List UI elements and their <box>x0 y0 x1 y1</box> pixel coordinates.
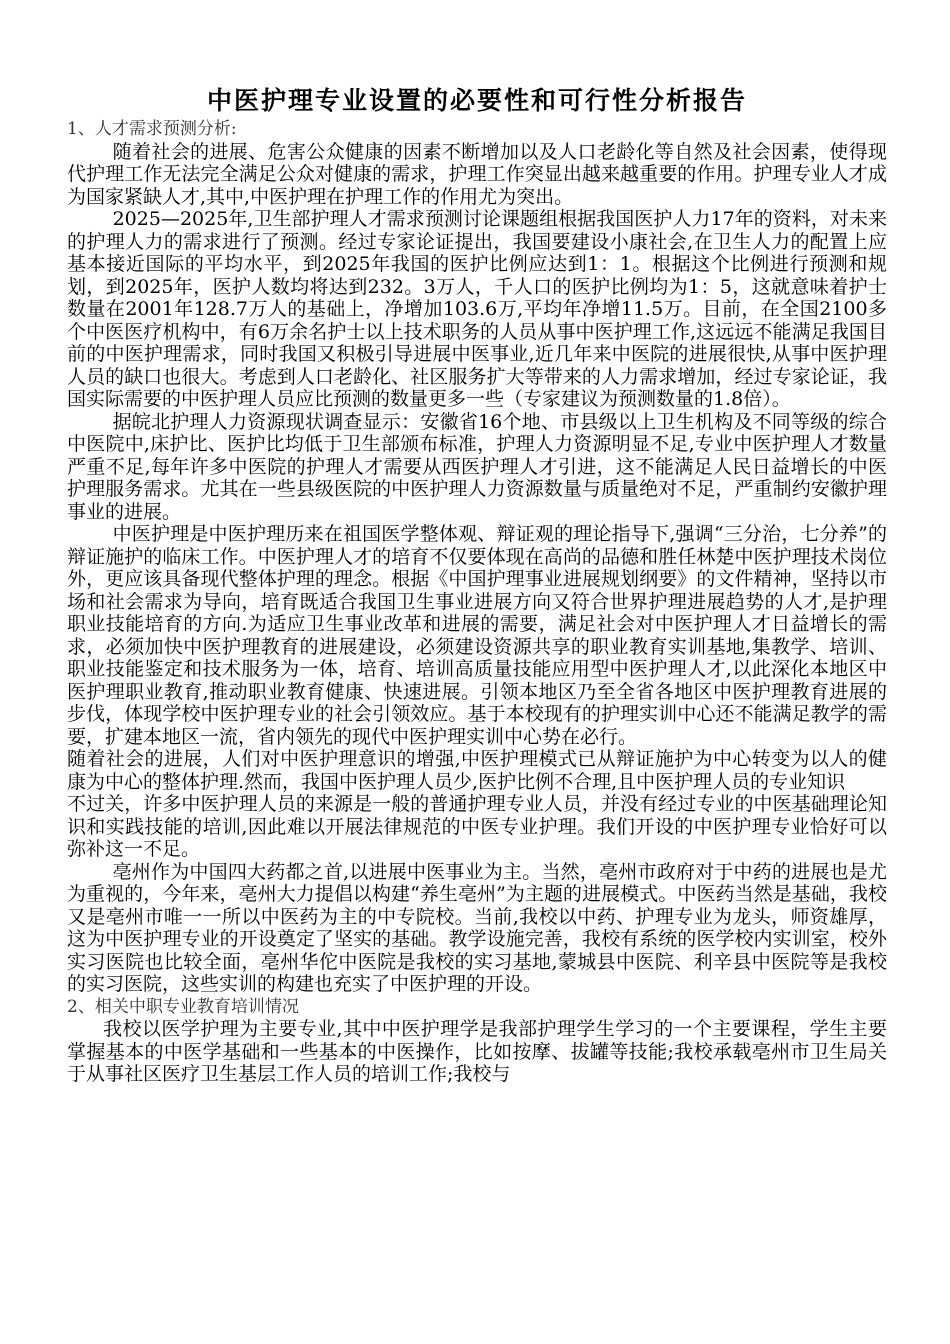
paragraph-school-training: 我校以医学护理为主要专业,其中中医护理学是我部护理学生学习的一个主要课程，学生主要掌握基本的中医学基础和一些基本的中医操作，比如按摩、拔罐等技能;我校承载亳州市卫生局关于从事社区医疗卫生基层工作人员的培训工作;我校与 <box>67 1018 887 1085</box>
section-heading-training: 2、相关中职专业教育培训情况 <box>67 996 299 1017</box>
section-heading-talent-demand: 1、人才需求预测分析: <box>67 119 237 139</box>
paragraph-social-development: 随着社会的进展、危害公众健康的因素不断增加以及人口老龄化等自然及社会因素，使得现代护理工作无法完全满足公众对健康的需求，护理工作突显出越来越重要的作用。护理专业人才成为国家紧缺人才,其中,中医护理在护理工作的作用尤为突出。 <box>67 140 887 208</box>
paragraph-bozhou: 亳州作为中国四大药都之首,以进展中医事业为主。当然，亳州市政府对于中药的进展也是尤为重视的，今年来，亳州大力提倡以构建“养生亳州”为主题的进展模式。中医药当然是基础，我校又是亳州市唯一一所以中医药为主的中专院校。当前,我校以中药、护理专业为龙头，师资雄厚，这为中医护理专业的开设奠定了坚实的基础。教学设施完善，我校有系统的医学校内实训室，校外实习医院也比较全面，亳州华佗中医院是我校的实习基地,蒙城县中医院、利辛县中医院等是我校的实习医院，这些实训的构建也充实了中医护理的开设。 <box>67 860 887 995</box>
paragraph-workforce-forecast: 2025—2025年,卫生部护理人才需求预测讨论课题组根据我国医护人力17年的资料，对未来的护理人力的需求进行了预测。经过专家论证提出，我国要建设小康社会,在卫生人力的配置上应基本接近国际的平均水平，到2025年我国的医护比例应达到1：1。根据这个比例进行预测和规划，到2025年，医护人数均将达到232。3万人，千人口的医护比例均为1：5，这就意味着护士数量在2001年128.7万人的基础上，净增加103.6万,平均年净增11.5万。目前，在全国2100多个中医医疗机构中，有6万余名护士以上技术职务的人员从事中医护理工作,这远远不能满足我国目前的中医护理需求，同时我国又积极引导进展中医事业,近几年来中医院的进展很快,从事中医护理人员的缺口也很大。考虑到人口老龄化、社区服务扩大等带来的人力需求增加，经过专家论证，我国实际需要的中医护理人员应比预测的数量更多一些（专家建议为预测数量的1.8倍）。 <box>67 208 887 410</box>
paragraph-tcm-nursing-definition: 中医护理是中医护理历来在祖国医学整体观、辩证观的理论指导下,强调“三分治，七分养”的辩证施护的临床工作。中医护理人才的培育不仅要体现在高尚的品德和胜任林楚中医护理技术岗位外，更应该具备现代整体护理的理念。根据《中国护理事业进展规划纲要》的文件精神，坚持以市场和社会需求为导向，培育既适合我国卫生事业进展方向又符合世界护理进展趋势的人才,是护理职业技能培育的方向.为适应卫生事业改革和进展的需要，满足社会对中医护理人才日益增长的需求，必须加快中医护理教育的进展建设，必须建设资源共享的职业教育实训基地,集教学、培训、职业技能鉴定和技术服务为一体，培育、培训高质量技能应用型中医护理人才,以此深化本地区中医护理职业教育,推动职业教育健康、快速进展。引领本地区乃至全省各地区中医护理教育进展的步伐，体现学校中医护理专业的社会引领效应。基于本校现有的护理实训中心还不能满足教学的需要，扩建本地区一流，省内领先的现代中医护理实训中心势在必行。 <box>67 523 887 748</box>
paragraph-nursing-model: 随着社会的进展，人们对中医护理意识的增强,中医护理模式已从辩证施护为中心转变为以人的健康为中心的整体护理.然而，我国中医护理人员少,医护比例不合理,且中医护理人员的专业知识 <box>67 748 887 793</box>
document-title: 中医护理专业设置的必要性和可行性分析报告 <box>207 86 748 115</box>
document-page <box>67 0 887 1086</box>
paragraph-anhui-survey: 据皖北护理人力资源现状调查显示：安徽省16个地、市县级以上卫生机构及不同等级的综合中医院中,床护比、医护比均低于卫生部颁布标准，护理人力资源明显不足,专业中医护理人才数量严重不足,每年许多中医院的护理人才需要从西医护理人才引进，这不能满足人民日益增长的中医护理服务需求。尤其在一些县级医院的中医护理人力资源数量与质量绝对不足，严重制约安徽护理事业的进展。 <box>67 410 887 523</box>
paragraph-staff-qualification: 不过关，许多中医护理人员的来源是一般的普通护理专业人员，并没有经过专业的中医基础理论知识和实践技能的培训,因此难以开展法律规范的中医专业护理。我们开设的中医护理专业恰好可以弥补这一不足。 <box>67 793 887 860</box>
